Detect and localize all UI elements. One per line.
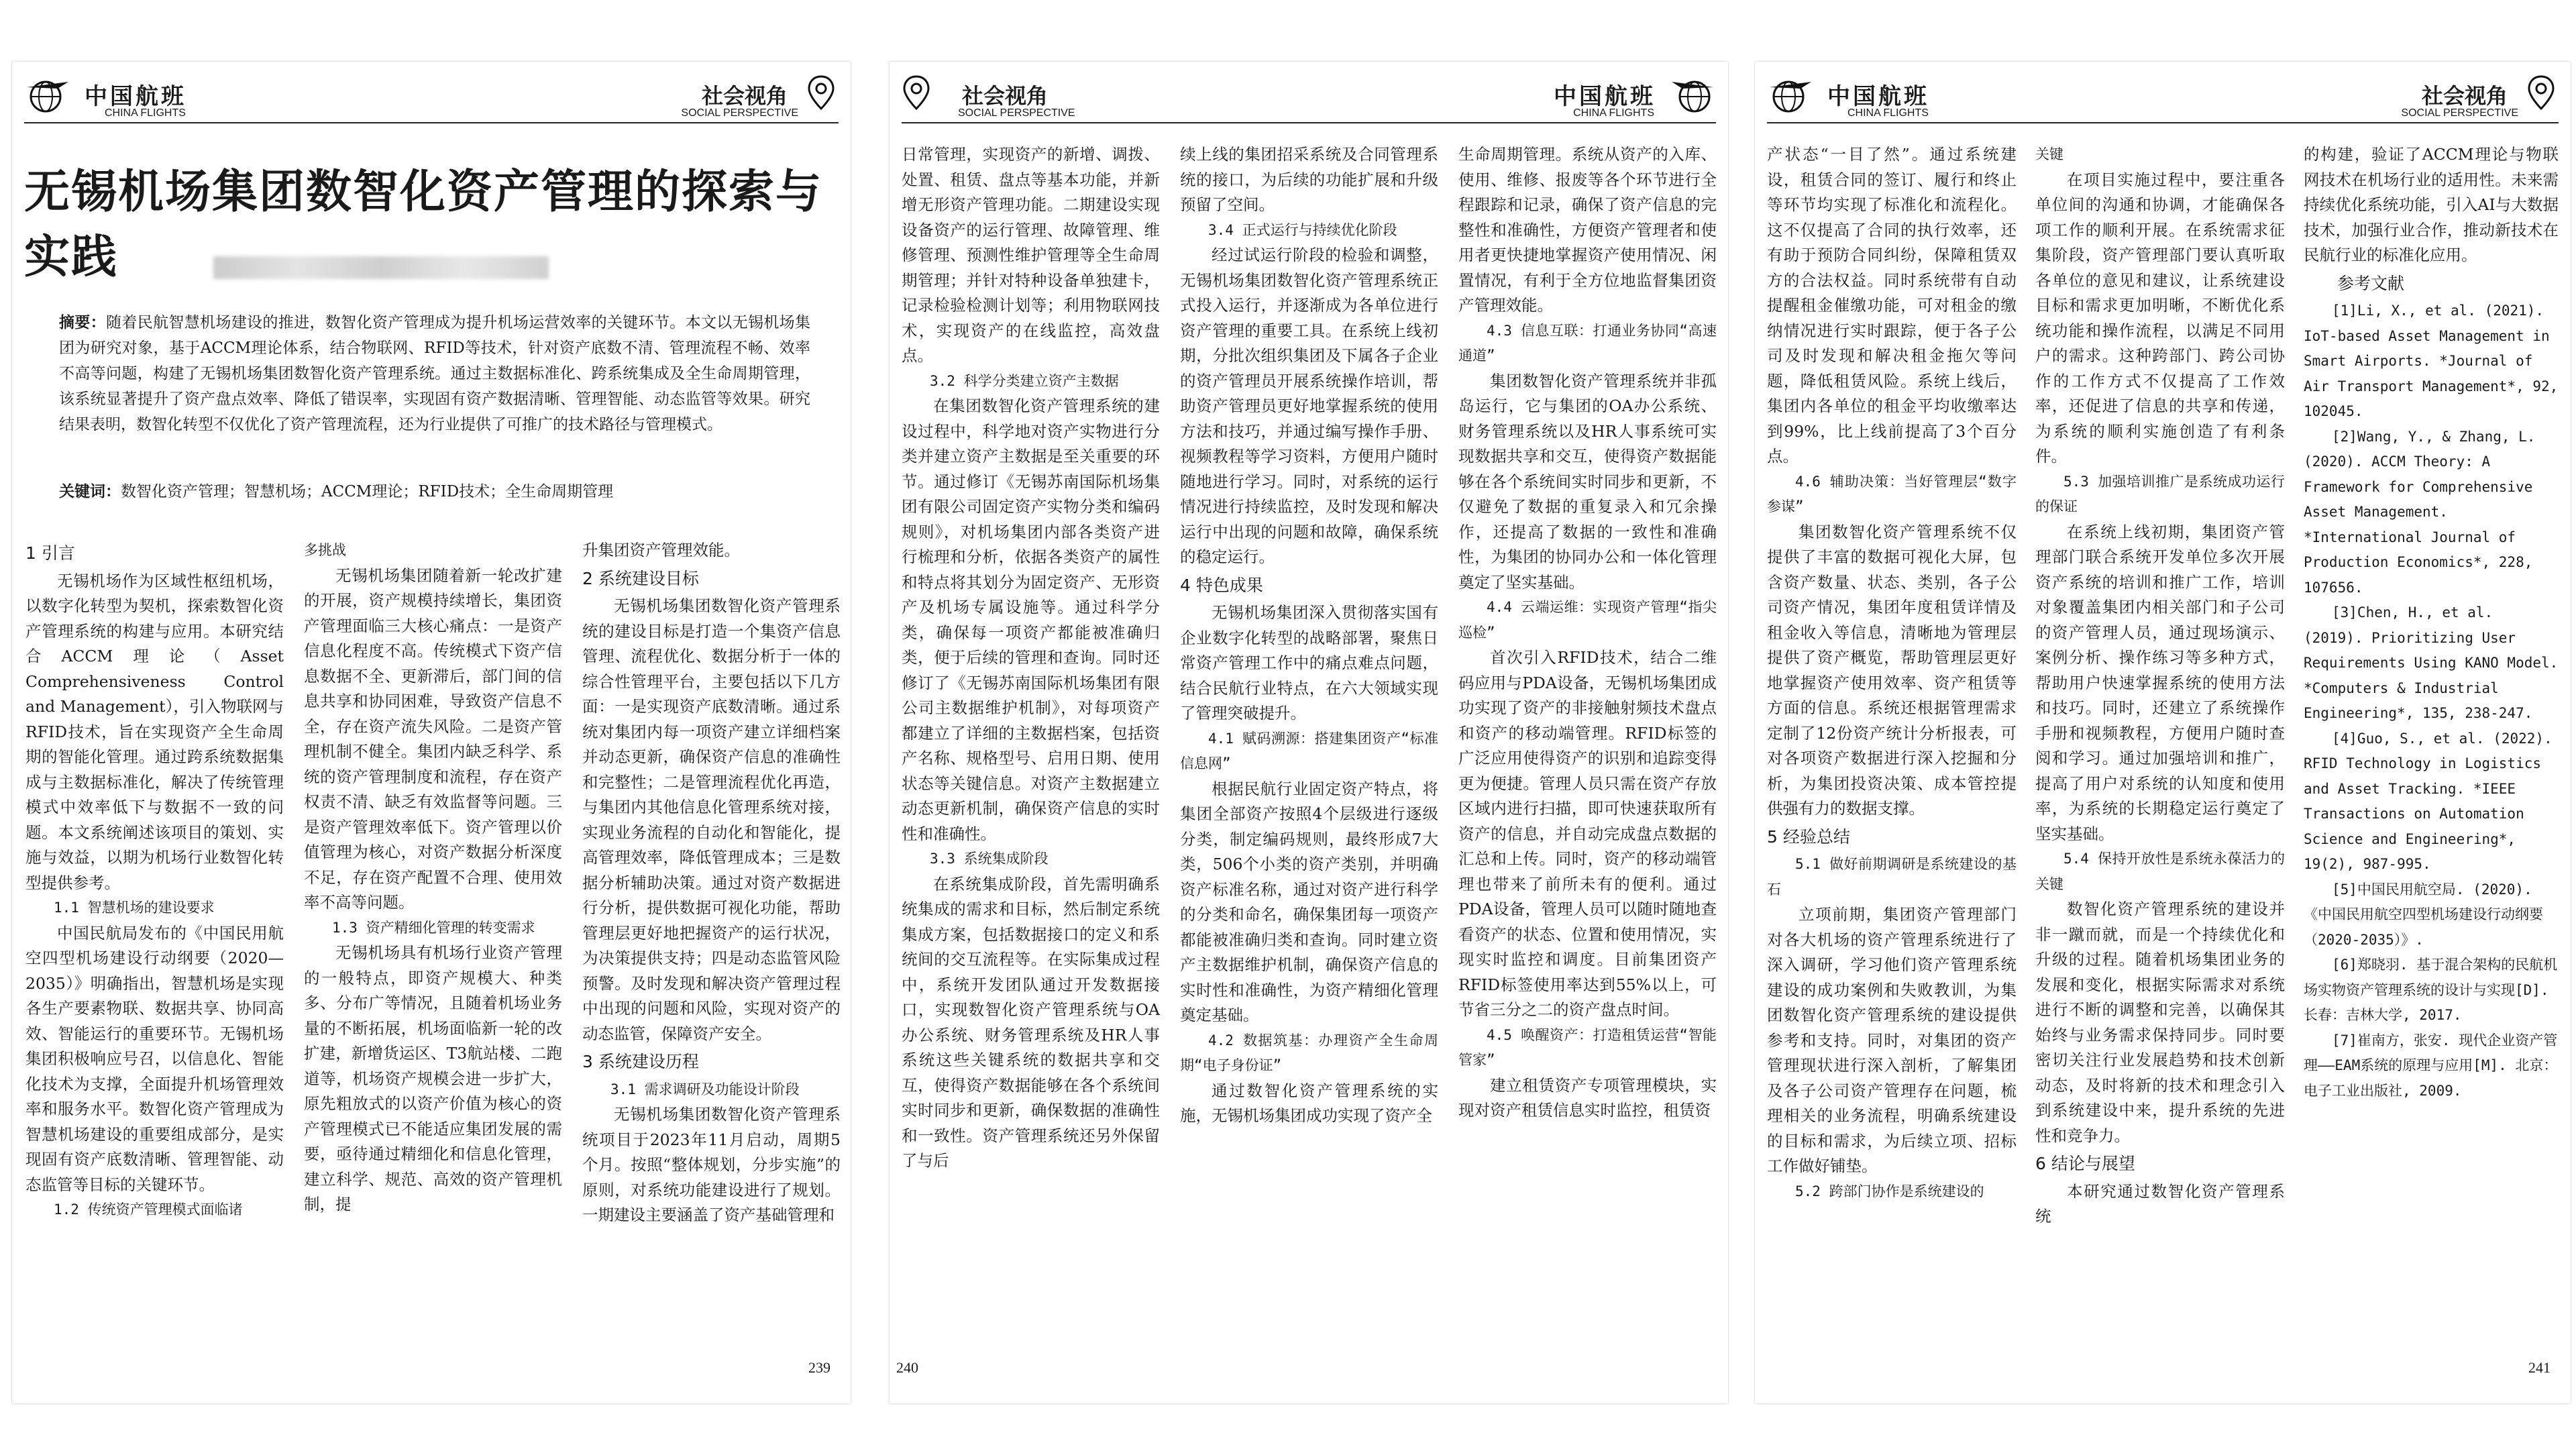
column: [2304, 142, 2559, 1104]
globe-plane-icon: [1669, 75, 1716, 118]
section-name-en: SOCIAL PERSPECTIVE: [681, 107, 798, 119]
body-paragraph: 立项前期，集团资产管理部门对各大机场的资产管理系统进行了深入调研，学习他们资产管理系统建设的成功案例和失败教训，为集团数智化资产管理系统的建设提供参考和支持。同时，对集团的资产管理现状进行深入剖析，了解集团及各子公司资产管理存在问题，梳理相关的业务流程，明确系统建设的目标和需求，为后续立项、招标工作做好铺垫。: [1767, 905, 2017, 1175]
reference-entry: [4]Guo, S., et al. (2022). RFID Technology in Logistics and Asset Tracking. *IEEE Transactions on Automation Science and Engineering*, 19(2), 987-995.: [2304, 730, 2553, 872]
body-paragraph: 无锡机场作为区域性枢纽机场，以数字化转型为契机，探索数智化资产管理系统的构建与应用。本研究结合ACCM理论（Asset Comprehensiveness Control and Management），引入物联网与RFID技术，旨在实现资产全生命周期的智能化管理。通过跨系统数据集成与主数据标准化，解决了传统管理模式中效率低下与数据不一致的问题。本文系统阐述该项目的策划、实施与效益，以期为机场行业数智化转型提供参考。: [25, 571, 284, 892]
body-paragraph: 日常管理，实现资产的新增、调拨、处置、租赁、盘点等基本功能，并新增无形资产管理功能。二期建设实现设备资产的运行管理、故障管理、维修管理、预测性维护管理等全生命周期管理；并针对特种设备单独建卡，记录检验检测计划等；利用物联网技术，实现资产的在线监控，高效盘点。: [902, 145, 1160, 365]
location-pin-icon: [902, 74, 931, 117]
body-paragraph: 本研究通过数智化资产管理系统: [2035, 1181, 2285, 1226]
body-paragraph: 无锡机场集团数智化资产管理系统的建设目标是打造一个集资产信息管理、流程优化、数据分析于一体的综合性管理平台，主要包括以下几方面：一是实现资产底数清晰。通过系统对集团内每一项资产建立详细档案并动态更新，确保资产信息的准确性和完整性；二是管理流程优化再造，与集团内其他信息化管理系统对接，实现业务流程的自动化和智能化，提高管理效率，降低管理成本；三是数据分析辅助决策。通过对资产数据进行分析，提供数据可视化功能，帮助管理层更好地把握资产的运行状况，为决策提供支持；四是动态监管风险预警。及时发现和解决资产管理过程中出现的问题和风险，实现对资产的动态监管，保障资产安全。: [582, 596, 841, 1043]
location-pin-icon: [2526, 74, 2556, 117]
section-name-en: SOCIAL PERSPECTIVE: [958, 107, 1075, 119]
body-paragraph: 在系统上线初期，集团资产管理部门联合系统开发单位多次开展资产系统的培训和推广工作，培训对象覆盖集团内相关部门和子公司的资产管理人员，通过现场演示、案例分析、操作练习等多种方式，帮助用户快速掌握系统的使用方法和技巧。同时，还建立了系统操作手册和视频教程，方便用户随时查阅和学习。通过加强培训和推广，提高了用户对系统的认知度和使用率，为系统的长期稳定运行奠定了坚实基础。: [2035, 522, 2285, 843]
section-heading: 4.6 辅助决策：当好管理层“数字参谋”: [1767, 473, 2017, 515]
column: [2035, 142, 2285, 1230]
section-name: 社会视角: [2421, 83, 2508, 109]
column: [304, 538, 562, 1218]
section-heading: 1 引言: [25, 543, 75, 563]
page-number: 241: [2528, 1359, 2551, 1376]
brand-name: 中国航班: [1554, 83, 1656, 110]
section-heading: 多挑战: [304, 542, 346, 558]
column: [1180, 142, 1438, 1129]
body-paragraph: 生命周期管理。系统从资产的入库、使用、维修、报废等各个环节进行全程跟踪和记录，确保了资产信息的完整性和准确性，方便资产管理者和使用者更快捷地掌握资产使用情况、闲置情况，有利于全方位地监督集团资产管理效能。: [1458, 145, 1717, 315]
section-heading: 4.5 唤醒资产：打造租赁运营“智能管家”: [1458, 1026, 1717, 1068]
body-paragraph: 通过数智化资产管理系统的实施，无锡机场集团成功实现了资产全: [1180, 1081, 1438, 1125]
page-header: [24, 74, 839, 123]
section-heading: 3 系统建设历程: [582, 1052, 699, 1071]
section-heading: 3.1 需求调研及功能设计阶段: [610, 1081, 800, 1097]
column: [902, 142, 1160, 1174]
globe-plane-icon: [24, 75, 71, 118]
column: [25, 538, 284, 1223]
body-paragraph: 无锡机场集团随着新一轮改扩建的开展，资产规模持续增长，集团资产管理面临三大核心痛点：一是资产信息化程度不高。传统模式下资产信息数据不全、更新滞后，部门间的信息共享和协同困难，导致资产信息不全，存在资产流失风险。二是资产管理机制不健全。集团内缺乏科学、系统的资产管理制度和流程，存在资产权责不清、缺乏有效监督等问题。三是资产管理效率低下。资产管理以价值管理为核心，对资产数据分析深度不足，存在资产配置不合理、使用效率不高等问题。: [304, 566, 562, 912]
body-paragraph: 经过试运行阶段的检验和调整，无锡机场集团数智化资产管理系统正式投入运行，并逐渐成为各单位进行资产管理的重要工具。在系统上线初期，分批次组织集团及下属各子企业的资产管理员开展系统操作培训，帮助资产管理员更好地掌握系统的使用方法和技巧，并通过编写操作手册、视频教程等学习资料，方便用户随时随地进行学习。同时，对系统的运行情况进行持续监控，及时发现和解决运行中出现的问题和故障，确保系统的稳定运行。: [1180, 246, 1438, 566]
section-heading: 3.4 正式运行与持续优化阶段: [1208, 221, 1397, 238]
body-paragraph: 升集团资产管理效能。: [582, 541, 740, 559]
body-paragraph: 的构建，验证了ACCM理论与物联网技术在机场行业的适用性。未来需持续优化系统功能，引入AI与大数据技术，加强行业合作，推动新技术在民航行业的标准化应用。: [2304, 145, 2559, 264]
section-name: 社会视角: [701, 83, 788, 109]
brand-name-en: CHINA FLIGHTS: [105, 107, 186, 119]
page-239: [12, 62, 851, 1403]
body-paragraph: 在系统集成阶段，首先需明确系统集成的需求和目标，然后制定系统集成方案，包括数据接口的定义和系统间的交互流程等。在实际集成过程中，系统开发团队通过开发数据接口，实现数智化资产管理系统与OA办公系统、财务管理系统及HR人事系统这些关键系统的数据共享和交互，使得资产数据能够在各个系统间实时同步和更新，确保数据的准确性和一致性。资产管理系统还另外保留了与后: [902, 874, 1160, 1170]
body-paragraph: 续上线的集团招采系统及合同管理系统的接口，为后续的功能扩展和升级预留了空间。: [1180, 145, 1438, 214]
section-heading: 4.4 云端运维：实现资产管理“指尖巡检”: [1458, 599, 1717, 641]
section-heading: 5.3 加强培训推广是系统成功运行的保证: [2035, 473, 2285, 515]
keywords: [59, 479, 810, 504]
section-heading: 5.2 跨部门协作是系统建设的: [1795, 1183, 1984, 1199]
author-line-blurred: [213, 256, 549, 279]
page-number: 239: [808, 1359, 830, 1376]
reference-entry: [2]Wang, Y., & Zhang, L. (2020). ACCM Theory: A Framework for Comprehensive Asset Management. *International Journal of Production Economics*, 228, 107656.: [2304, 428, 2536, 596]
section-heading: 5 经验总结: [1767, 826, 1850, 847]
brand-name: 中国航班: [85, 83, 186, 110]
section-heading: 5.4 保持开放性是系统永葆活力的关键: [2035, 851, 2285, 892]
page-header: [902, 74, 1716, 123]
section-heading: 4 特色成果: [1180, 575, 1263, 595]
section-heading: 关键: [2035, 146, 2063, 162]
brand-name-en: CHINA FLIGHTS: [1573, 107, 1654, 119]
body-paragraph: 无锡机场集团深入贯彻落实国有企业数字化转型的战略部署，聚焦日常资产管理工作中的痛点难点问题，结合民航行业特点，在六大领域实现了管理突破提升。: [1180, 603, 1438, 722]
section-heading: 参考文献: [2337, 273, 2405, 293]
section-heading: 2 系统建设目标: [582, 568, 699, 588]
section-heading: 4.1 赋码溯源：搭建集团资产“标准信息网”: [1180, 730, 1438, 771]
section-heading: 3.2 科学分类建立资产主数据: [930, 372, 1119, 389]
body-paragraph: 无锡机场具有机场行业资产管理的一般特点，即资产规模大、种类多、分布广等情况，且随着机场业务量的不断拓展，机场面临新一轮的改扩建，新增货运区、T3航站楼、二跑道等，机场资产规模会进一步扩大，原先粗放式的以资产价值为核心的资产管理模式已不能适应集团发展的需要，亟待通过精细化和信息化管理，建立科学、规范、高效的资产管理机制，提: [304, 943, 562, 1214]
section-heading: 1.1 智慧机场的建设要求: [54, 900, 215, 916]
keywords-text: 数智化资产管理；智慧机场；ACCM理论；RFID技术；全生命周期管理: [121, 483, 614, 500]
body-paragraph: 无锡机场集团数智化资产管理系统项目于2023年11月启动，周期5个月。按照“整体规划，分步实施”的原则，对系统功能建设进行了规划。一期建设主要涵盖了资产基础管理和: [582, 1105, 841, 1224]
page-240: [890, 62, 1728, 1403]
body-paragraph: 在项目实施过程中，要注重各单位间的沟通和协调，才能确保各项工作的顺利开展。在系统需求征集阶段，资产管理部门要认真听取各单位的意见和建议，让系统建设目标和需求更加明晰，不断优化系统功能和操作流程，以满足不同用户的需求。这种跨部门、跨公司协作的工作方式不仅提高了工作效率，还促进了信息的共享和传递，为系统的顺利实施创造了有利条件。: [2035, 170, 2285, 466]
section-heading: 4.3 信息互联：打通业务协同“高速通道”: [1458, 322, 1717, 364]
page-header: [1767, 74, 2559, 123]
column: [582, 538, 841, 1228]
abstract-label: 摘要：: [59, 314, 107, 331]
page-241: [1755, 62, 2571, 1403]
body-paragraph: 根据民航行业固定资产特点，将集团全部资产按照4个层级进行逐级分类，制定编码规则，最终形成7大类，506个小类的资产类别，并明确资产标准名称，通过对资产进行科学的分类和命名，确保集团每一项资产都能被准确归类和查询。同时建立资产主数据维护机制，确保资产信息的实时性和准确性，为资产精细化管理奠定基础。: [1180, 779, 1438, 1024]
body-paragraph: 建立租赁资产专项管理模块，实现对资产租赁信息实时监控，租赁资: [1458, 1075, 1717, 1120]
abstract-text: 随着民航智慧机场建设的推进，数智化资产管理成为提升机场运营效率的关键环节。本文以无锡机场集团为研究对象，基于ACCM理论体系，结合物联网、RFID等技术，针对资产底数不清、管理流程不畅、效率不高等问题，构建了无锡机场集团数智化资产管理系统。通过主数据标准化、跨系统集成及全生命周期管理，该系统显著提升了资产盘点效率、降低了错误率，实现固有资产数据清晰、管理智能、动态监管等效果。研究结果表明，数智化转型不仅优化了资产管理流程，还为行业提供了可推广的技术路径与管理模式。: [59, 314, 811, 433]
location-pin-icon: [806, 74, 836, 117]
reference-entry: [1]Li, X., et al. (2021). IoT-based Asset Management in Smart Airports. *Journal of Air Transport Management*, 92, 102045.: [2304, 303, 2559, 419]
section-heading: 6 结论与展望: [2035, 1154, 2135, 1173]
section-heading: 4.2 数据筑基：办理资产全生命周期“电子身份证”: [1180, 1032, 1438, 1073]
reference-entry: [5]中国民用航空局. (2020). 《中国民用航空四型机场建设行动纲要（2020-2035）》.: [2304, 881, 2543, 948]
section-heading: 1.3 资产精细化管理的转变需求: [332, 919, 535, 936]
globe-plane-icon: [1767, 75, 1814, 118]
brand-name: 中国航班: [1827, 83, 1929, 110]
reference-entry: [6]郑晓羽. 基于混合架构的民航机场实物资产管理系统的设计与实现[D]. 长春：吉林大学, 2017.: [2304, 957, 2558, 1023]
body-paragraph: 产状态“一目了然”。通过系统建设，租赁合同的签订、履行和终止等环节均实现了标准化和流程化。这不仅提高了合同的执行效率，还有助于预防合同纠纷，保障租赁双方的合法权益。同时系统带有自动提醒租金催缴功能，可对租金的缴纳情况进行实时跟踪，便于各子公司及时发现和解决租金拖欠等问题，降低租赁风险。系统上线后，集团内各单位的租金平均收缴率达到99%，比上线前提高了3个百分点。: [1767, 145, 2017, 466]
body-paragraph: 首次引入RFID技术，结合二维码应用与PDA设备，无锡机场集团成功实现了资产的非接触射频技术盘点和资产的移动端管理。RFID标签的广泛应用使得资产的识别和追踪变得更为便捷。管理人员只需在资产存放区域内进行扫描，即可快速获取所有资产的信息，并自动完成盘点数据的汇总和上传。同时，资产的移动端管理也带来了前所未有的便利。通过PDA设备，管理人员可以随时随地查看资产的状态、位置和使用情况，实现实时监控和调度。目前集团资产RFID标签使用率达到55%以上，可节省三分之二的资产盘点时间。: [1458, 648, 1717, 1019]
reference-entry: [7]崔南方，张安. 现代企业资产管理——EAM系统的原理与应用[M]. 北京：电子工业出版社, 2009.: [2304, 1032, 2558, 1099]
section-heading: 1.2 传统资产管理模式面临诸: [54, 1201, 243, 1218]
section-heading: 5.1 做好前期调研是系统建设的基石: [1767, 856, 2017, 898]
body-paragraph: 在集团数智化资产管理系统的建设过程中，科学地对资产实物进行分类并建立资产主数据是至关重要的环节。通过修订《无锡苏南国际机场集团有限公司固定资产实物分类和编码规则》，对机场集团内部各类资产进行梳理和分析，依据各类资产的属性和特点将其划分为固定资产、无形资产及机场专属设施等。通过科学分类，确保每一项资产都能被准确归类，便于后续的管理和查询。同时还修订了《无锡苏南国际机场集团有限公司主数据维护机制》，对每项资产都建立了详细的主数据档案，包括资产名称、规格型号、启用日期、使用状态等关键信息。对资产主数据建立动态更新机制，确保资产信息的实时性和准确性。: [902, 396, 1160, 843]
section-name-en: SOCIAL PERSPECTIVE: [2401, 107, 2518, 119]
body-paragraph: 数智化资产管理系统的建设并非一蹴而就，而是一个持续优化和升级的过程。随着机场集团业务的发展和变化，根据实际需求对系统进行不断的调整和完善，以确保其始终与业务需求保持同步。同时要密切关注行业发展趋势和技术创新动态，及时将新的技术和理念引入到系统建设中来，提升系统的先进性和竞争力。: [2035, 900, 2285, 1145]
brand-name-en: CHINA FLIGHTS: [1847, 107, 1929, 119]
column: [1458, 142, 1717, 1124]
page-number: 240: [896, 1359, 918, 1376]
body-paragraph: 集团数智化资产管理系统不仅提供了丰富的数据可视化大屏，包含资产数量、状态、类别，各子公司资产情况，集团年度租赁详情及租金收入等信息，清晰地为管理层提供了资产概览，帮助管理层更好地掌握资产使用效率、资产租赁等方面的信息。系统还根据管理需求定制了12份资产统计分析报表，可对各项资产数据进行深入挖掘和分析，为集团投资决策、成本管控提供强有力的数据支撑。: [1767, 522, 2017, 818]
keywords-label: 关键词：: [59, 483, 121, 500]
body-paragraph: 集团数智化资产管理系统并非孤岛运行，它与集团的OA办公系统、财务管理系统以及HR人事系统可实现数据共享和交互，使得资产数据能够在各个系统间实时同步和更新，不仅避免了数据的重复录入和冗余操作，还提高了数据的一致性和准确性，为集团的协同办公和一体化管理奠定了坚实基础。: [1458, 371, 1717, 592]
body-paragraph: 中国民航局发布的《中国民用航空四型机场建设行动纲要（2020—2035）》明确指出，智慧机场是实现各生产要素物联、数据共享、协同高效、智能运行的重要环节。无锡机场集团积极响应号召，以信息化、智能化技术为支撑，全面提升机场管理效率和服务水平。数智化资产管理成为智慧机场建设的重要组成部分，是实现固有资产底数清晰、管理智能、动态监管等目标的关键环节。: [25, 923, 284, 1194]
abstract: [59, 310, 810, 437]
column: [1767, 142, 2017, 1204]
section-name: 社会视角: [962, 83, 1049, 109]
article-title: 无锡机场集团数智化资产管理的探索与实践: [24, 165, 823, 284]
reference-entry: [3]Chen, H., et al. (2019). Prioritizing User Requirements Using KANO Model. *Computers & Industrial Engineering*, 135, 238-247.: [2304, 604, 2559, 721]
section-heading: 3.3 系统集成阶段: [930, 851, 1049, 867]
